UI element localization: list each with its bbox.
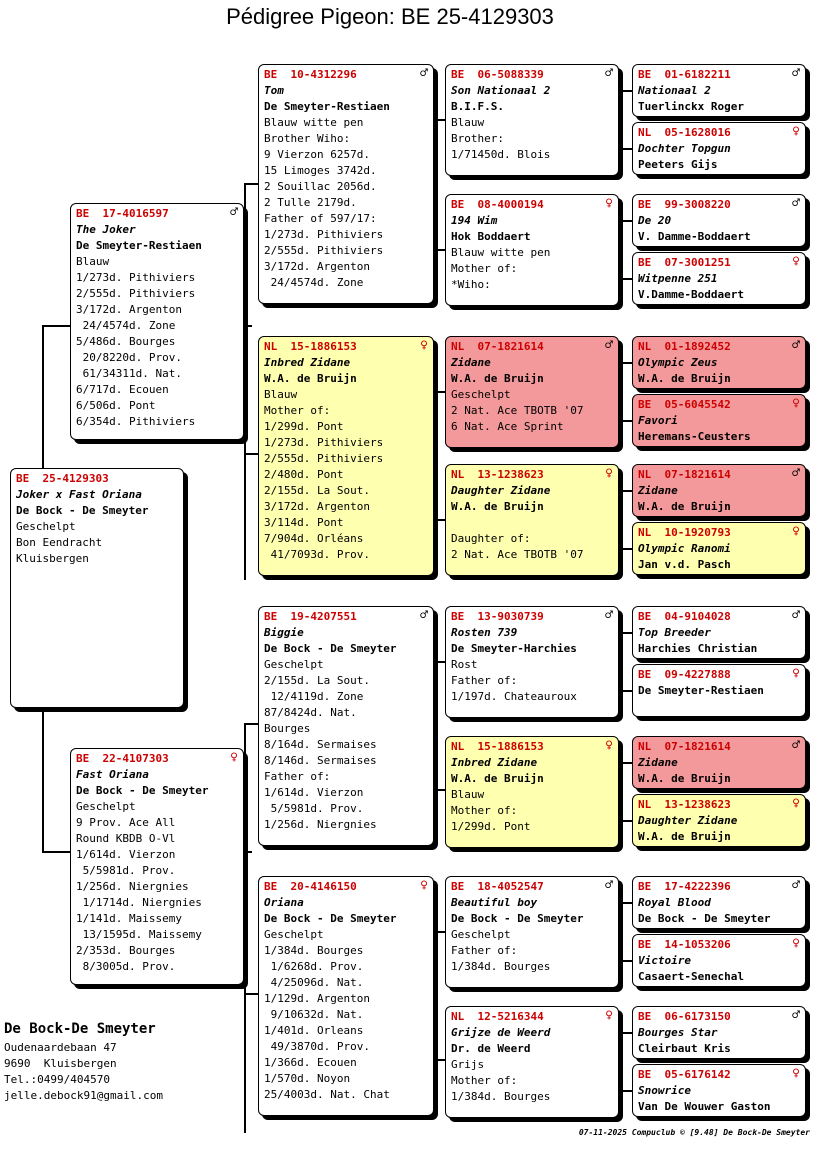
female-icon: ♀ [605, 738, 613, 753]
pigeon-detail-line: 49/3870d. Prov. [264, 1040, 370, 1053]
male-icon: ♂ [605, 66, 613, 81]
pigeon-card-g8[interactable] [632, 522, 806, 575]
ring-number: BE 14-1053206 [638, 938, 731, 951]
connector-line [42, 709, 44, 853]
pigeon-detail-line: Grijs [451, 1058, 485, 1071]
female-icon: ♀ [792, 666, 800, 681]
pigeon-detail-line: 12/4119d. Zone [264, 690, 364, 703]
connector-line [244, 453, 258, 455]
ring-number: BE 17-4222396 [638, 880, 731, 893]
pigeon-detail-line: Father of: [264, 770, 331, 783]
pigeon-detail-line: Mother of: [451, 804, 518, 817]
pigeon-detail-line: Geschelpt [264, 928, 324, 941]
pigeon-card-g15[interactable] [632, 1006, 806, 1059]
pigeon-detail-line: 2/555d. Pithiviers [76, 287, 196, 300]
ring-number: BE 09-4227888 [638, 668, 731, 681]
pigeon-detail-line [451, 515, 613, 531]
pigeon-detail-line: *Wiho: [451, 278, 491, 291]
pigeon-name: Inbred Zidane [451, 756, 538, 769]
connector-line [619, 1032, 621, 1092]
ring-number: BE 25-4129303 [16, 472, 109, 485]
pigeon-name: Favori [638, 414, 678, 427]
pigeon-card-sire[interactable] [70, 203, 244, 440]
pigeon-detail-line: 1/384d. Bourges [451, 960, 551, 973]
pigeon-detail-line: Geschelpt [451, 928, 511, 941]
pigeon-detail-line: 1/273d. Pithiviers [264, 436, 384, 449]
ring-number: BE 04-9104028 [638, 610, 731, 623]
pigeon-name: Victoire [638, 954, 691, 967]
pigeon-detail-line: 8/3005d. Prov. [76, 960, 176, 973]
pigeon-owner: De Smeyter-Restiaen [638, 684, 764, 697]
pigeon-detail-line: Father of: [451, 674, 518, 687]
pigeon-card-g16[interactable] [632, 1064, 806, 1117]
pigeon-name: Snowrice [638, 1084, 691, 1097]
pigeon-card-dss[interactable] [445, 606, 619, 718]
pigeon-card-ss[interactable] [258, 64, 434, 304]
pigeon-owner: W.A. de Bruijn [264, 372, 357, 385]
pigeon-name: Biggie [264, 626, 304, 639]
pigeon-card-dds[interactable] [445, 876, 619, 988]
pigeon-owner: Peeters Gijs [638, 158, 718, 171]
female-icon: ♀ [792, 936, 800, 951]
ring-number: BE 99-3008220 [638, 198, 731, 211]
pigeon-detail-line: Rost [451, 658, 478, 671]
connector-line [42, 851, 70, 853]
pigeon-detail-line: Blauw [76, 255, 110, 268]
pigeon-detail-line: 2 Souillac 2056d. [264, 180, 377, 193]
connector-line [619, 90, 621, 150]
female-icon: ♀ [792, 796, 800, 811]
pigeon-detail-line: 25/4003d. Nat. Chat [264, 1088, 390, 1101]
pigeon-owner: De Bock - De Smeyter [638, 912, 771, 925]
male-icon: ♂ [792, 196, 800, 211]
pigeon-owner: W.A. de Bruijn [638, 372, 731, 385]
pigeon-detail-line: 1/129d. Argenton [264, 992, 370, 1005]
connector-line [244, 723, 246, 1133]
connector-line [434, 931, 436, 1061]
connector-line [42, 325, 44, 469]
male-icon: ♂ [605, 338, 613, 353]
pigeon-detail-line: Geschelpt [264, 658, 324, 671]
connector-line [434, 391, 436, 521]
pigeon-detail-line: 2/155d. La Sout. [264, 674, 370, 687]
pigeon-name: Zidane [638, 756, 678, 769]
pigeon-name: Bourges Star [638, 1026, 718, 1039]
pigeon-card-g4[interactable] [632, 252, 806, 305]
pigeon-owner: De Bock - De Smeyter [264, 642, 397, 655]
ring-number: NL 07-1821614 [451, 340, 544, 353]
pigeon-detail-line: 1/614d. Vierzon [76, 848, 176, 861]
pigeon-detail-line: 1/273d. Pithiviers [76, 271, 196, 284]
pigeon-owner: V.Damme-Boddaert [638, 288, 744, 301]
ring-number: BE 22-4107303 [76, 752, 169, 765]
pigeon-owner: Jan v.d. Pasch [638, 558, 731, 571]
pigeon-name: Nationaal 2 [638, 84, 711, 97]
female-icon: ♀ [605, 466, 613, 481]
pigeon-name: Tom [264, 84, 284, 97]
pigeon-name: Zidane [638, 484, 678, 497]
pigeon-detail-line: 2 Nat. Ace TBOTB '07 [451, 548, 584, 561]
pigeon-detail-line: 5/5981d. Prov. [76, 864, 176, 877]
male-icon: ♂ [792, 608, 800, 623]
connector-line [619, 632, 621, 692]
pigeon-name: Olympic Zeus [638, 356, 718, 369]
breeder-email: jelle.debock91@gmail.com [4, 1089, 163, 1102]
pigeon-card-subject[interactable] [10, 468, 184, 708]
connector-line [42, 325, 70, 327]
pigeon-card-g14[interactable] [632, 934, 806, 987]
connector-line [619, 902, 621, 962]
pigeon-detail-line: 1/256d. Niergnies [264, 818, 377, 831]
connector-line [619, 490, 621, 550]
pigeon-detail-line: 1/299d. Pont [264, 420, 344, 433]
ring-number: BE 10-4312296 [264, 68, 357, 81]
ring-number: BE 13-9030739 [451, 610, 544, 623]
pigeon-detail-line: 3/114d. Pont [264, 516, 344, 529]
pigeon-detail-line: Daughter of: [451, 532, 531, 545]
pigeon-card-dsd[interactable] [445, 736, 619, 848]
pigeon-detail-line: 61/34311d. Nat. [76, 367, 182, 380]
male-icon: ♂ [230, 205, 238, 220]
pigeon-owner: De Smeyter-Restiaen [264, 100, 390, 113]
pigeon-detail-line: 6/354d. Pithiviers [76, 415, 196, 428]
ring-number: NL 05-1628016 [638, 126, 731, 139]
pigeon-name: Joker x Fast Oriana [16, 488, 142, 501]
pigeon-detail-line: Father of 597/17: [264, 212, 377, 225]
pigeon-card-sss[interactable] [445, 64, 619, 176]
pigeon-owner: Cleirbaut Kris [638, 1042, 731, 1055]
pigeon-name: Oriana [264, 896, 304, 909]
pigeon-name: 194 Wim [451, 214, 498, 227]
pigeon-detail-line: Geschelpt [76, 800, 136, 813]
pigeon-name: Fast Oriana [76, 768, 149, 781]
ring-number: BE 20-4146150 [264, 880, 357, 893]
pigeon-name: Beautiful boy [451, 896, 538, 909]
connector-line [244, 723, 258, 725]
pigeon-detail-line: 4/25096d. Nat. [264, 976, 364, 989]
pigeon-detail-line: 1/384d. Bourges [264, 944, 364, 957]
ring-number: NL 10-1920793 [638, 526, 731, 539]
pigeon-name: Zidane [451, 356, 491, 369]
ring-number: NL 15-1886153 [264, 340, 357, 353]
pigeon-detail-line: 2/555d. Pithiviers [264, 244, 384, 257]
pigeon-owner: Hok Boddaert [451, 230, 531, 243]
pigeon-detail-line: 8/146d. Sermaises [264, 754, 377, 767]
pigeon-detail-line: 5/486d. Bourges [76, 335, 176, 348]
female-icon: ♀ [792, 1066, 800, 1081]
pigeon-card-dam[interactable] [70, 748, 244, 985]
pigeon-owner: Dr. de Weerd [451, 1042, 531, 1055]
ring-number: BE 05-6176142 [638, 1068, 731, 1081]
pigeon-name: Daughter Zidane [638, 814, 738, 827]
female-icon: ♀ [230, 750, 238, 765]
ring-number: BE 07-3001251 [638, 256, 731, 269]
pigeon-owner: De Smeyter-Restiaen [76, 239, 202, 252]
pigeon-detail-line: 2/480d. Pont [264, 468, 344, 481]
ring-number: NL 07-1821614 [638, 740, 731, 753]
ring-number: NL 12-5216344 [451, 1010, 544, 1023]
male-icon: ♂ [792, 66, 800, 81]
pigeon-detail-line: Mother of: [264, 404, 331, 417]
pigeon-owner: W.A. de Bruijn [451, 772, 544, 785]
pigeon-name: Witpenne 251 [638, 272, 718, 285]
male-icon: ♂ [420, 66, 428, 81]
pigeon-owner: Tuerlinckx Roger [638, 100, 744, 113]
connector-line [434, 661, 436, 791]
pigeon-card-g5[interactable] [632, 336, 806, 389]
pigeon-detail-line: 6 Nat. Ace Sprint [451, 420, 564, 433]
pigeon-detail-line: Round KBDB O-Vl [76, 832, 176, 845]
pigeon-owner: De Bock - De Smeyter [451, 912, 584, 925]
pigeon-detail-line: 5/5981d. Prov. [264, 802, 364, 815]
pigeon-owner: W.A. de Bruijn [638, 500, 731, 513]
ring-number: NL 13-1238623 [451, 468, 544, 481]
ring-number: NL 15-1886153 [451, 740, 544, 753]
connector-line [619, 362, 621, 422]
pigeon-card-g9[interactable] [632, 606, 806, 659]
pigeon-detail-line: Mother of: [451, 1074, 518, 1087]
connector-line [244, 183, 258, 185]
male-icon: ♂ [792, 878, 800, 893]
male-icon: ♂ [792, 466, 800, 481]
connector-line [434, 119, 436, 251]
pigeon-card-ssd[interactable] [445, 194, 619, 306]
pigeon-detail-line: 6/717d. Ecouen [76, 383, 169, 396]
ring-number: NL 13-1238623 [638, 798, 731, 811]
ring-number: BE 05-6045542 [638, 398, 731, 411]
pigeon-detail-line: 1/256d. Niergnies [76, 880, 189, 893]
pigeon-detail-line: Blauw [451, 116, 485, 129]
pigeon-card-dd[interactable] [258, 876, 434, 1116]
breeder-info [4, 1018, 163, 1104]
pigeon-detail-line: 3/172d. Argenton [76, 303, 182, 316]
pigeon-detail-line: 7/904d. Orléans [264, 532, 364, 545]
pigeon-owner: V. Damme-Boddaert [638, 230, 751, 243]
pigeon-detail-line: 1/384d. Bourges [451, 1090, 551, 1103]
pigeon-detail-line: 41/7093d. Prov. [264, 548, 370, 561]
male-icon: ♂ [792, 1008, 800, 1023]
ring-number: BE 19-4207551 [264, 610, 357, 623]
pigeon-owner: De Smeyter-Harchies [451, 642, 577, 655]
pigeon-name: Olympic Ranomi [638, 542, 731, 555]
male-icon: ♂ [420, 608, 428, 623]
pigeon-detail-line: 24/4574d. Zone [76, 319, 176, 332]
pigeon-owner: W.A. de Bruijn [638, 772, 731, 785]
ring-number: BE 06-6173150 [638, 1010, 731, 1023]
connector-line [619, 762, 621, 822]
pigeon-card-g13[interactable] [632, 876, 806, 929]
pigeon-name: Rosten 739 [451, 626, 518, 639]
pigeon-detail-line: 3/172d. Argenton [264, 260, 370, 273]
breeder-phone: Tel.:0499/404570 [4, 1073, 110, 1086]
pigeon-owner: W.A. de Bruijn [638, 830, 731, 843]
breeder-city: 9690 Kluisbergen [4, 1057, 117, 1070]
pigeon-detail-line: Bon Eendracht [16, 536, 103, 549]
page-title: Pédigree Pigeon: BE 25-4129303 [226, 4, 554, 29]
pigeon-detail-line: 6/506d. Pont [76, 399, 156, 412]
pigeon-card-sds[interactable] [445, 336, 619, 448]
pigeon-detail-line: 13/1595d. Maissemy [76, 928, 202, 941]
pigeon-detail-line: 2/555d. Pithiviers [264, 452, 384, 465]
pigeon-detail-line: Blauw witte pen [264, 116, 364, 129]
connector-line [244, 993, 258, 995]
pigeon-name: Royal Blood [638, 896, 711, 909]
pigeon-detail-line: 15 Limoges 3742d. [264, 164, 377, 177]
female-icon: ♀ [792, 254, 800, 269]
female-icon: ♀ [792, 524, 800, 539]
pigeon-detail-line: 20/8220d. Prov. [76, 351, 182, 364]
pigeon-detail-line: Geschelpt [16, 520, 76, 533]
pigeon-detail-line: 1/141d. Maissemy [76, 912, 182, 925]
pigeon-name: Daughter Zidane [451, 484, 551, 497]
pigeon-detail-line: 9/10632d. Nat. [264, 1008, 364, 1021]
pigeon-detail-line: 3/172d. Argenton [264, 500, 370, 513]
pigeon-detail-line: 1/614d. Vierzon [264, 786, 364, 799]
female-icon: ♀ [420, 338, 428, 353]
pigeon-owner: Harchies Christian [638, 642, 758, 655]
pigeon-card-g3[interactable] [632, 194, 806, 247]
pigeon-owner: W.A. de Bruijn [451, 372, 544, 385]
pigeon-owner: Casaert-Senechal [638, 970, 744, 983]
pigeon-owner: De Bock - De Smeyter [76, 784, 209, 797]
pigeon-card-g11[interactable] [632, 736, 806, 789]
female-icon: ♀ [420, 878, 428, 893]
pigeon-name: The Joker [76, 223, 136, 236]
pigeon-card-sdd[interactable] [445, 464, 619, 576]
pigeon-detail-line: Bourges [264, 722, 311, 735]
ring-number: NL 07-1821614 [638, 468, 731, 481]
pigeon-owner: B.I.F.S. [451, 100, 504, 113]
pigeon-owner: De Bock - De Smeyter [16, 504, 149, 517]
pigeon-owner: Van De Wouwer Gaston [638, 1100, 771, 1113]
pigeon-detail-line: Kluisbergen [16, 552, 89, 565]
pigeon-detail-line: 1/299d. Pont [451, 820, 531, 833]
pigeon-detail-line: 1/71450d. Blois [451, 148, 551, 161]
pigeon-card-g12[interactable] [632, 794, 806, 847]
pigeon-detail-line: Mother of: [451, 262, 518, 275]
ring-number: BE 17-4016597 [76, 207, 169, 220]
pigeon-detail-line: 1/6268d. Prov. [264, 960, 364, 973]
pigeon-name: Dochter Topgun [638, 142, 731, 155]
pigeon-detail-line: 9 Vierzon 6257d. [264, 148, 370, 161]
female-icon: ♀ [605, 196, 613, 211]
connector-line [619, 220, 621, 280]
breeder-name: De Bock-De Smeyter [4, 1021, 156, 1037]
pigeon-name: De 20 [638, 214, 672, 227]
pigeon-detail-line: 1/401d. Orleans [264, 1024, 364, 1037]
female-icon: ♀ [792, 124, 800, 139]
ring-number: BE 18-4052547 [451, 880, 544, 893]
breeder-address: Oudenaardebaan 47 [4, 1041, 117, 1054]
pigeon-detail-line: Blauw [451, 788, 485, 801]
pigeon-detail-line: 2/155d. La Sout. [264, 484, 370, 497]
pigeon-card-ds[interactable] [258, 606, 434, 846]
pigeon-detail-line: Blauw [264, 388, 298, 401]
pigeon-name: Son Nationaal 2 [451, 84, 551, 97]
pigeon-detail-line: 1/366d. Ecouen [264, 1056, 357, 1069]
pigeon-detail-line: 2/353d. Bourges [76, 944, 176, 957]
pigeon-owner: Heremans-Ceusters [638, 430, 751, 443]
pigeon-detail-line: Geschelpt [451, 388, 511, 401]
pigeon-detail-line: 1/197d. Chateauroux [451, 690, 577, 703]
ring-number: BE 01-6182211 [638, 68, 731, 81]
pigeon-card-g6[interactable] [632, 394, 806, 447]
pigeon-card-g7[interactable] [632, 464, 806, 517]
ring-number: NL 01-1892452 [638, 340, 731, 353]
pigeon-card-g1[interactable] [632, 64, 806, 117]
male-icon: ♂ [605, 608, 613, 623]
pigeon-name: Grijze de Weerd [451, 1026, 551, 1039]
female-icon: ♀ [792, 396, 800, 411]
pigeon-detail-line: 2 Nat. Ace TBOTB '07 [451, 404, 584, 417]
pigeon-owner: W.A. de Bruijn [451, 500, 544, 513]
pigeon-detail-line: 1/273d. Pithiviers [264, 228, 384, 241]
connector-line [244, 183, 246, 580]
pigeon-card-g2[interactable] [632, 122, 806, 175]
female-icon: ♀ [605, 1008, 613, 1023]
pigeon-detail-line: Brother: [451, 132, 504, 145]
pigeon-owner: De Bock - De Smeyter [264, 912, 397, 925]
ring-number: BE 06-5088339 [451, 68, 544, 81]
pigeon-card-g10[interactable] [632, 664, 806, 717]
pigeon-name: Inbred Zidane [264, 356, 351, 369]
pigeon-detail-line: 1/1714d. Niergnies [76, 896, 202, 909]
male-icon: ♂ [792, 338, 800, 353]
pigeon-detail-line: 8/164d. Sermaises [264, 738, 377, 751]
pigeon-detail-line: 87/8424d. Nat. [264, 706, 357, 719]
pigeon-detail-line: Blauw witte pen [451, 246, 551, 259]
pigeon-detail-line: 2 Tulle 2179d. [264, 196, 357, 209]
pigeon-detail-line: Father of: [451, 944, 518, 957]
footer-credit: 07-11-2025 Compuclub © [9.48] De Bock-De Smeyter [578, 1128, 810, 1137]
male-icon: ♂ [605, 878, 613, 893]
pigeon-card-sd[interactable] [258, 336, 434, 576]
pigeon-detail-line: 9 Prov. Ace All [76, 816, 176, 829]
pigeon-card-ddd[interactable] [445, 1006, 619, 1118]
pigeon-detail-line: Brother Wiho: [264, 132, 351, 145]
pigeon-name: Top Breeder [638, 626, 711, 639]
pigeon-detail-line: 1/570d. Noyon [264, 1072, 351, 1085]
pigeon-detail-line: 24/4574d. Zone [264, 276, 364, 289]
ring-number: BE 08-4000194 [451, 198, 544, 211]
male-icon: ♂ [792, 738, 800, 753]
